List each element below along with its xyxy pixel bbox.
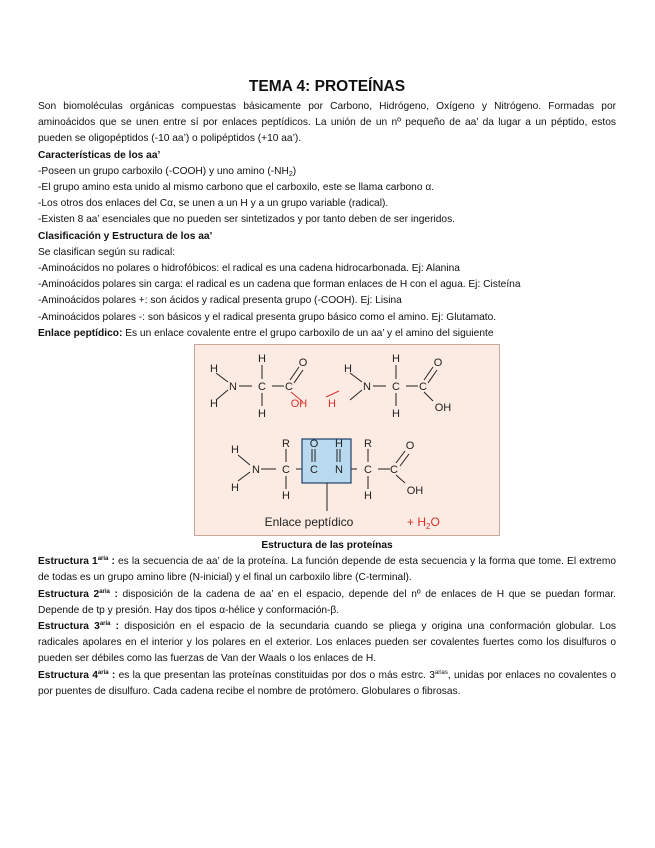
atom-label: N xyxy=(363,381,371,394)
atom-label: N xyxy=(335,464,343,477)
atom-label: H xyxy=(231,444,239,457)
atom-label: N xyxy=(229,381,237,394)
classification-item: -Aminoácidos polares sin carga: el radical es un cadena que forman enlaces de H con el agua. Ej: Cisteína xyxy=(38,279,521,291)
classification-heading: Clasificación y Estructura de los aa’ xyxy=(38,230,213,242)
atom-label: O xyxy=(433,357,443,370)
atom-label: H xyxy=(328,398,336,411)
peptide-bond-caption: Enlace peptídico xyxy=(264,515,354,530)
atom-label: C xyxy=(364,464,372,477)
peptide-bond-diagram xyxy=(194,344,500,536)
atom-label: H xyxy=(231,482,239,495)
structure-level-4: Estructura $4^{aria}$ : es la que presentan las proteínas constituidas por dos o más estrc. $3^{arias}$, unidas por enlaces no covalentes o por puentes de disulfuro. Cada cadena recibe el nombre de protómero. Globulares o fibrosas. xyxy=(38,669,616,697)
atom-label: H xyxy=(364,490,372,503)
atom-label: C xyxy=(285,381,293,394)
atom-label: C xyxy=(390,464,398,477)
atom-label: H xyxy=(392,353,400,366)
classification-item: -Aminoácidos polares +: son ácidos y radical presenta grupo (-COOH). Ej: Lisina xyxy=(38,295,402,307)
hydroxyl-label: OH xyxy=(290,398,308,411)
atom-label: H xyxy=(258,408,266,421)
characteristic-item: -El grupo amino esta unido al mismo carbono que el carboxilo, este se llama carbono α. xyxy=(38,182,435,194)
peptide-bond-paragraph: Enlace peptídico: Es un enlace covalente entre el grupo carboxilo de un aa’ y el amino del siguiente xyxy=(38,327,494,339)
atom-label: H xyxy=(392,408,400,421)
characteristic-item: -Existen 8 aa’ esenciales que no pueden ser sintetizados y por tanto deben de ser ingeridos. xyxy=(38,214,456,226)
atom-label: OH xyxy=(434,402,452,415)
characteristic-item: -Poseen un grupo carboxilo (-COOH) y uno amino $(-NH_2)$ xyxy=(38,165,297,178)
peptide-bond-label: Enlace peptídico: xyxy=(38,327,123,339)
structure-level-1: Estructura $1^{aria}$ : es la secuencia de aa’ de la proteína. La función depende de esta secuencia y la forma que tome. El extremo de todas es un grupo amino libre (N-inicial) y el final un carboxilo libre (C-terminal). xyxy=(38,556,616,584)
classification-intro: Se clasifican según su radical: xyxy=(38,246,176,258)
intro-paragraph: Son biomoléculas orgánicas compuestas básicamente por Carbono, Hidrógeno, Oxígeno y Nitrógeno. Formadas por aminoácidos que se unen entre sí por enlaces peptídicos. La unión de un nº pequeño de aa’ da lugar a un péptido, estos pueden se oligopéptidos (-10 aa’) o polipéptidos (+10 aa’). xyxy=(38,101,616,145)
atom-label: O xyxy=(298,357,308,370)
atom-label: R xyxy=(282,438,290,451)
atom-label: C xyxy=(419,381,427,394)
atom-label: O xyxy=(405,440,415,453)
atom-label: OH xyxy=(406,485,424,498)
peptide-bond-svg xyxy=(195,345,499,535)
atom-label: C xyxy=(310,464,318,477)
atom-label: C xyxy=(258,381,266,394)
atom-label: H xyxy=(210,363,218,376)
figure-area xyxy=(38,342,616,538)
structure-level-2: Estructura $2^{aria}$ : disposición de la cadena de aa’ en el espacio, depende del nº de enlaces de H que se puedan formar. Depende de tp y presión. Hay dos tipos α-hélice y conformación-β. xyxy=(38,588,616,616)
characteristics-heading: Características de los aa’ xyxy=(38,149,161,161)
characteristic-item: -Los otros dos enlaces del Cα, se unen a un H y a un grupo variable (radical). xyxy=(38,198,389,210)
atom-label: H xyxy=(344,363,352,376)
atom-label: C xyxy=(392,381,400,394)
classification-item: -Aminoácidos polares -: son básicos y el radical presenta grupo básico como el amino. Ej: Glutamato. xyxy=(38,311,497,323)
atom-label: R xyxy=(364,438,372,451)
atom-label: H xyxy=(210,398,218,411)
atom-label: O xyxy=(309,438,319,451)
atom-label: H xyxy=(258,353,266,366)
atom-label: N xyxy=(252,464,260,477)
water-label: + $H_2O$ xyxy=(407,515,440,532)
classification-item: -Aminoácidos no polares o hidrofóbicos: el radical es una cadena hidrocarbonada. Ej: Alanina xyxy=(38,263,460,275)
atom-label: H xyxy=(282,490,290,503)
structure-level-3: Estructura $3^{aria}$ : disposición en el espacio de la secundaria cuando se pliega y origina una conformación globular. Los radicales apolares en el interior y los polares en el exterior. Los enlaces pueden ser covalentes fuertes como los disulfuros o pueden ser débiles como las fuerzas de Van der Waals o los enlaces de H. xyxy=(38,621,616,665)
page-title: TEMA 4: PROTEÍNAS xyxy=(248,78,406,95)
structure-heading: Estructura de las proteínas xyxy=(261,540,393,552)
atom-label: C xyxy=(282,464,290,477)
document-page xyxy=(38,78,616,700)
atom-label: H xyxy=(335,438,343,451)
